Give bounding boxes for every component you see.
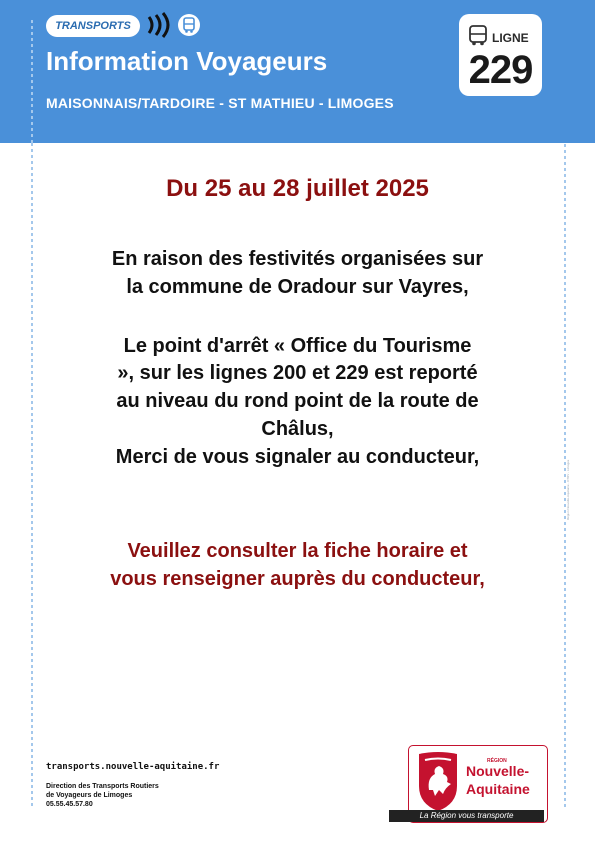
website-link[interactable]: transports.nouvelle-aquitaine.fr <box>46 762 220 772</box>
advice-line: Veuillez consulter la fiche horaire et <box>127 540 468 562</box>
notice-line: Le point d'arrêt « Office du Tourisme <box>123 335 472 357</box>
line-number: 229 <box>468 48 533 92</box>
notice-line: la commune de Oradour sur Vayres, <box>126 276 469 298</box>
notice-line: au niveau du rond point de la route de <box>116 390 479 412</box>
side-credit: Région Nouvelle-Aquitaine - DTRV - Limoges <box>566 459 570 520</box>
transports-label: TRANSPORTS <box>55 20 131 32</box>
lion-shield-logo <box>415 750 461 814</box>
notice-line: », sur les lignes 200 et 229 est reporté <box>117 362 478 384</box>
notice-line: Châlus, <box>261 418 334 440</box>
logo-name-line: Aquitaine <box>466 781 530 797</box>
line-label: LIGNE <box>492 31 529 45</box>
direction-line: de Voyageurs de Limoges <box>46 792 133 799</box>
logo-slogan: La Région vous transporte <box>389 810 544 822</box>
phone-number: 05.55.45.57.80 <box>46 801 93 808</box>
date-heading: Du 25 au 28 juillet 2025 <box>166 175 429 202</box>
direction-line: Direction des Transports Routiers <box>46 783 159 790</box>
route-subtitle: MAISONNAIS/TARDOIRE - ST MATHIEU - LIMOGES <box>46 95 394 111</box>
page-title: Information Voyageurs <box>46 46 328 76</box>
notice-line: Merci de vous signaler au conducteur, <box>115 446 480 468</box>
advice-line: vous renseigner auprès du conducteur, <box>110 568 485 590</box>
notice-line: En raison des festivités organisées sur <box>111 248 484 270</box>
logo-name-line: Nouvelle- <box>466 763 530 779</box>
logo-region-label: RÉGION <box>487 758 507 764</box>
